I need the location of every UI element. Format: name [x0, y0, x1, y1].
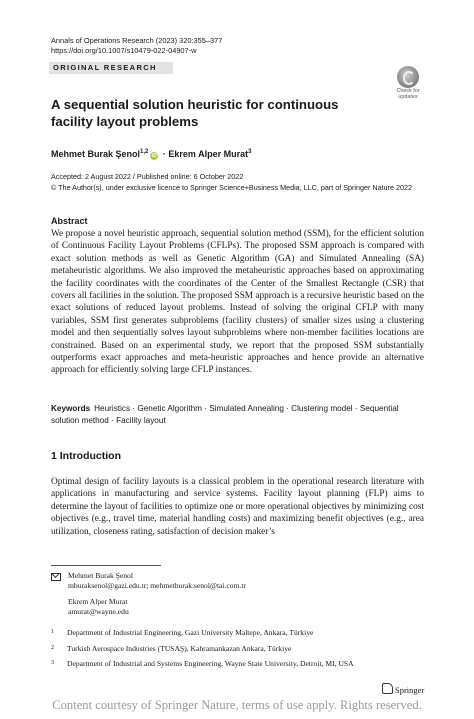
- check-updates-icon: [397, 66, 419, 88]
- paper-title: A sequential solution heuristic for continuous facility layout problems: [51, 97, 339, 129]
- affiliation-item: [51, 658, 431, 669]
- section-tag: [49, 62, 173, 74]
- envelope-icon: [51, 573, 61, 581]
- affiliation-number: 2: [51, 645, 54, 651]
- section-heading-introduction: 1 Introduction: [51, 450, 121, 462]
- affiliation-number: 1: [51, 629, 54, 635]
- affiliation-item: [51, 643, 431, 654]
- affiliation-text: Department of Industrial and Systems Engineering, Wayne State University, Detroit, MI, USA: [67, 659, 354, 668]
- author-separator: ·: [162, 149, 166, 159]
- affiliation-text: Department of Industrial Engineering, Gazi University Maltepe, Ankara, Türkiye: [67, 628, 314, 637]
- author-line: [51, 146, 251, 160]
- copyright-notice: © The Author(s), under exclusive licence to Springer Science+Business Media, LLC, part of Springer Nature 2022: [51, 183, 412, 192]
- correspondence-email[interactable]: amurat@wayne.edu: [68, 607, 129, 617]
- journal-citation: Annals of Operations Research (2023) 320:355–377: [51, 36, 223, 45]
- affiliation-number: 3: [51, 660, 54, 666]
- correspondence-name: Mehmet Burak Şenol: [68, 571, 133, 580]
- section-tag-label: ORIGINAL RESEARCH: [53, 63, 157, 72]
- check-updates-text: Check for updates: [396, 88, 420, 100]
- journal-header: [51, 36, 222, 56]
- correspondence-email[interactable]: mburaksenol@gazi.edu.tr; mehmetburak.senol@tai.com.tr: [68, 581, 247, 591]
- author-name[interactable]: Ekrem Alper Murat: [168, 149, 249, 159]
- affiliation-text: Turkish Aerospace Industries (TUSAŞ), Kahramankazan Ankara, Türkiye: [67, 644, 292, 653]
- orcid-icon[interactable]: iD: [151, 153, 157, 159]
- keywords: [51, 403, 426, 427]
- affiliation-item: [51, 627, 431, 638]
- publisher-logo: [382, 683, 424, 696]
- doi-link[interactable]: https://doi.org/10.1007/s10479-022-04907-w: [51, 46, 197, 55]
- footnote-divider: [51, 565, 161, 566]
- check-for-updates-badge[interactable]: [393, 66, 423, 100]
- author-name[interactable]: Mehmet Burak Şenol: [51, 149, 141, 159]
- author-affiliation-sup: 1,2: [140, 149, 149, 155]
- introduction-text: Optimal design of facility layouts is a classical problem in the operational research literature with applications in manufacturing and service systems. Facility layout planning (FLP) aims to determine the layout of facilities to optimize one or more operational objectives by minimizing cost objectives (e.g., travel time, material handling costs) and maximizing benefit objectives (e.g., area utilization, closeness rating, satisfaction of decision maker’s: [51, 477, 424, 537]
- keywords-label: Keywords: [51, 404, 91, 413]
- courtesy-watermark: Content courtesy of Springer Nature, terms of use apply. Rights reserved.: [52, 698, 422, 712]
- author-affiliation-sup: 3: [248, 149, 252, 155]
- publisher-name: Springer: [395, 685, 425, 695]
- publication-dates: [51, 171, 412, 193]
- keywords-list: Heuristics · Genetic Algorithm · Simulated Annealing · Clustering model · Sequential solution method · Facility layout: [51, 404, 399, 426]
- springer-horse-icon: [382, 683, 393, 694]
- correspondence-name: Ekrem Alper Murat: [68, 596, 128, 606]
- abstract-text: We propose a novel heuristic approach, sequential solution method (SSM), for the efficient solution of Continuous Facility Layout Problems (CFLPs). The proposed SSM approach is compared with exact solution methods as well as Genetic Algorithm (GA) and Simulated Annealing (SA) metaheuristic algorithms. We also improved the metaheuristic approaches based on approximating the facility coordinates with the coordinates of the Center of the Smallest Rectangle (CSR) that covers all facilities in the solution. The proposed SSM approach is a recursive heuristic based on the exact solutions of reduced layout problems. Instead of solving the original CFLP with many variables, SSM first generates subproblems (facility clusters) of smaller sizes using a clustering model and then sequentially solves layout subproblems where non-member facilities locations are constrained. Based on an experimental study, we report that the proposed SSM substantially outperforms exact approaches and meta-heuristic approaches and hence provide an alternative approach for efficiently solving large CFLP instances.: [51, 229, 424, 376]
- accepted-date: Accepted: 2 August 2022 / Published online: 6 October 2022: [51, 172, 244, 181]
- abstract-heading: Abstract: [51, 216, 88, 226]
